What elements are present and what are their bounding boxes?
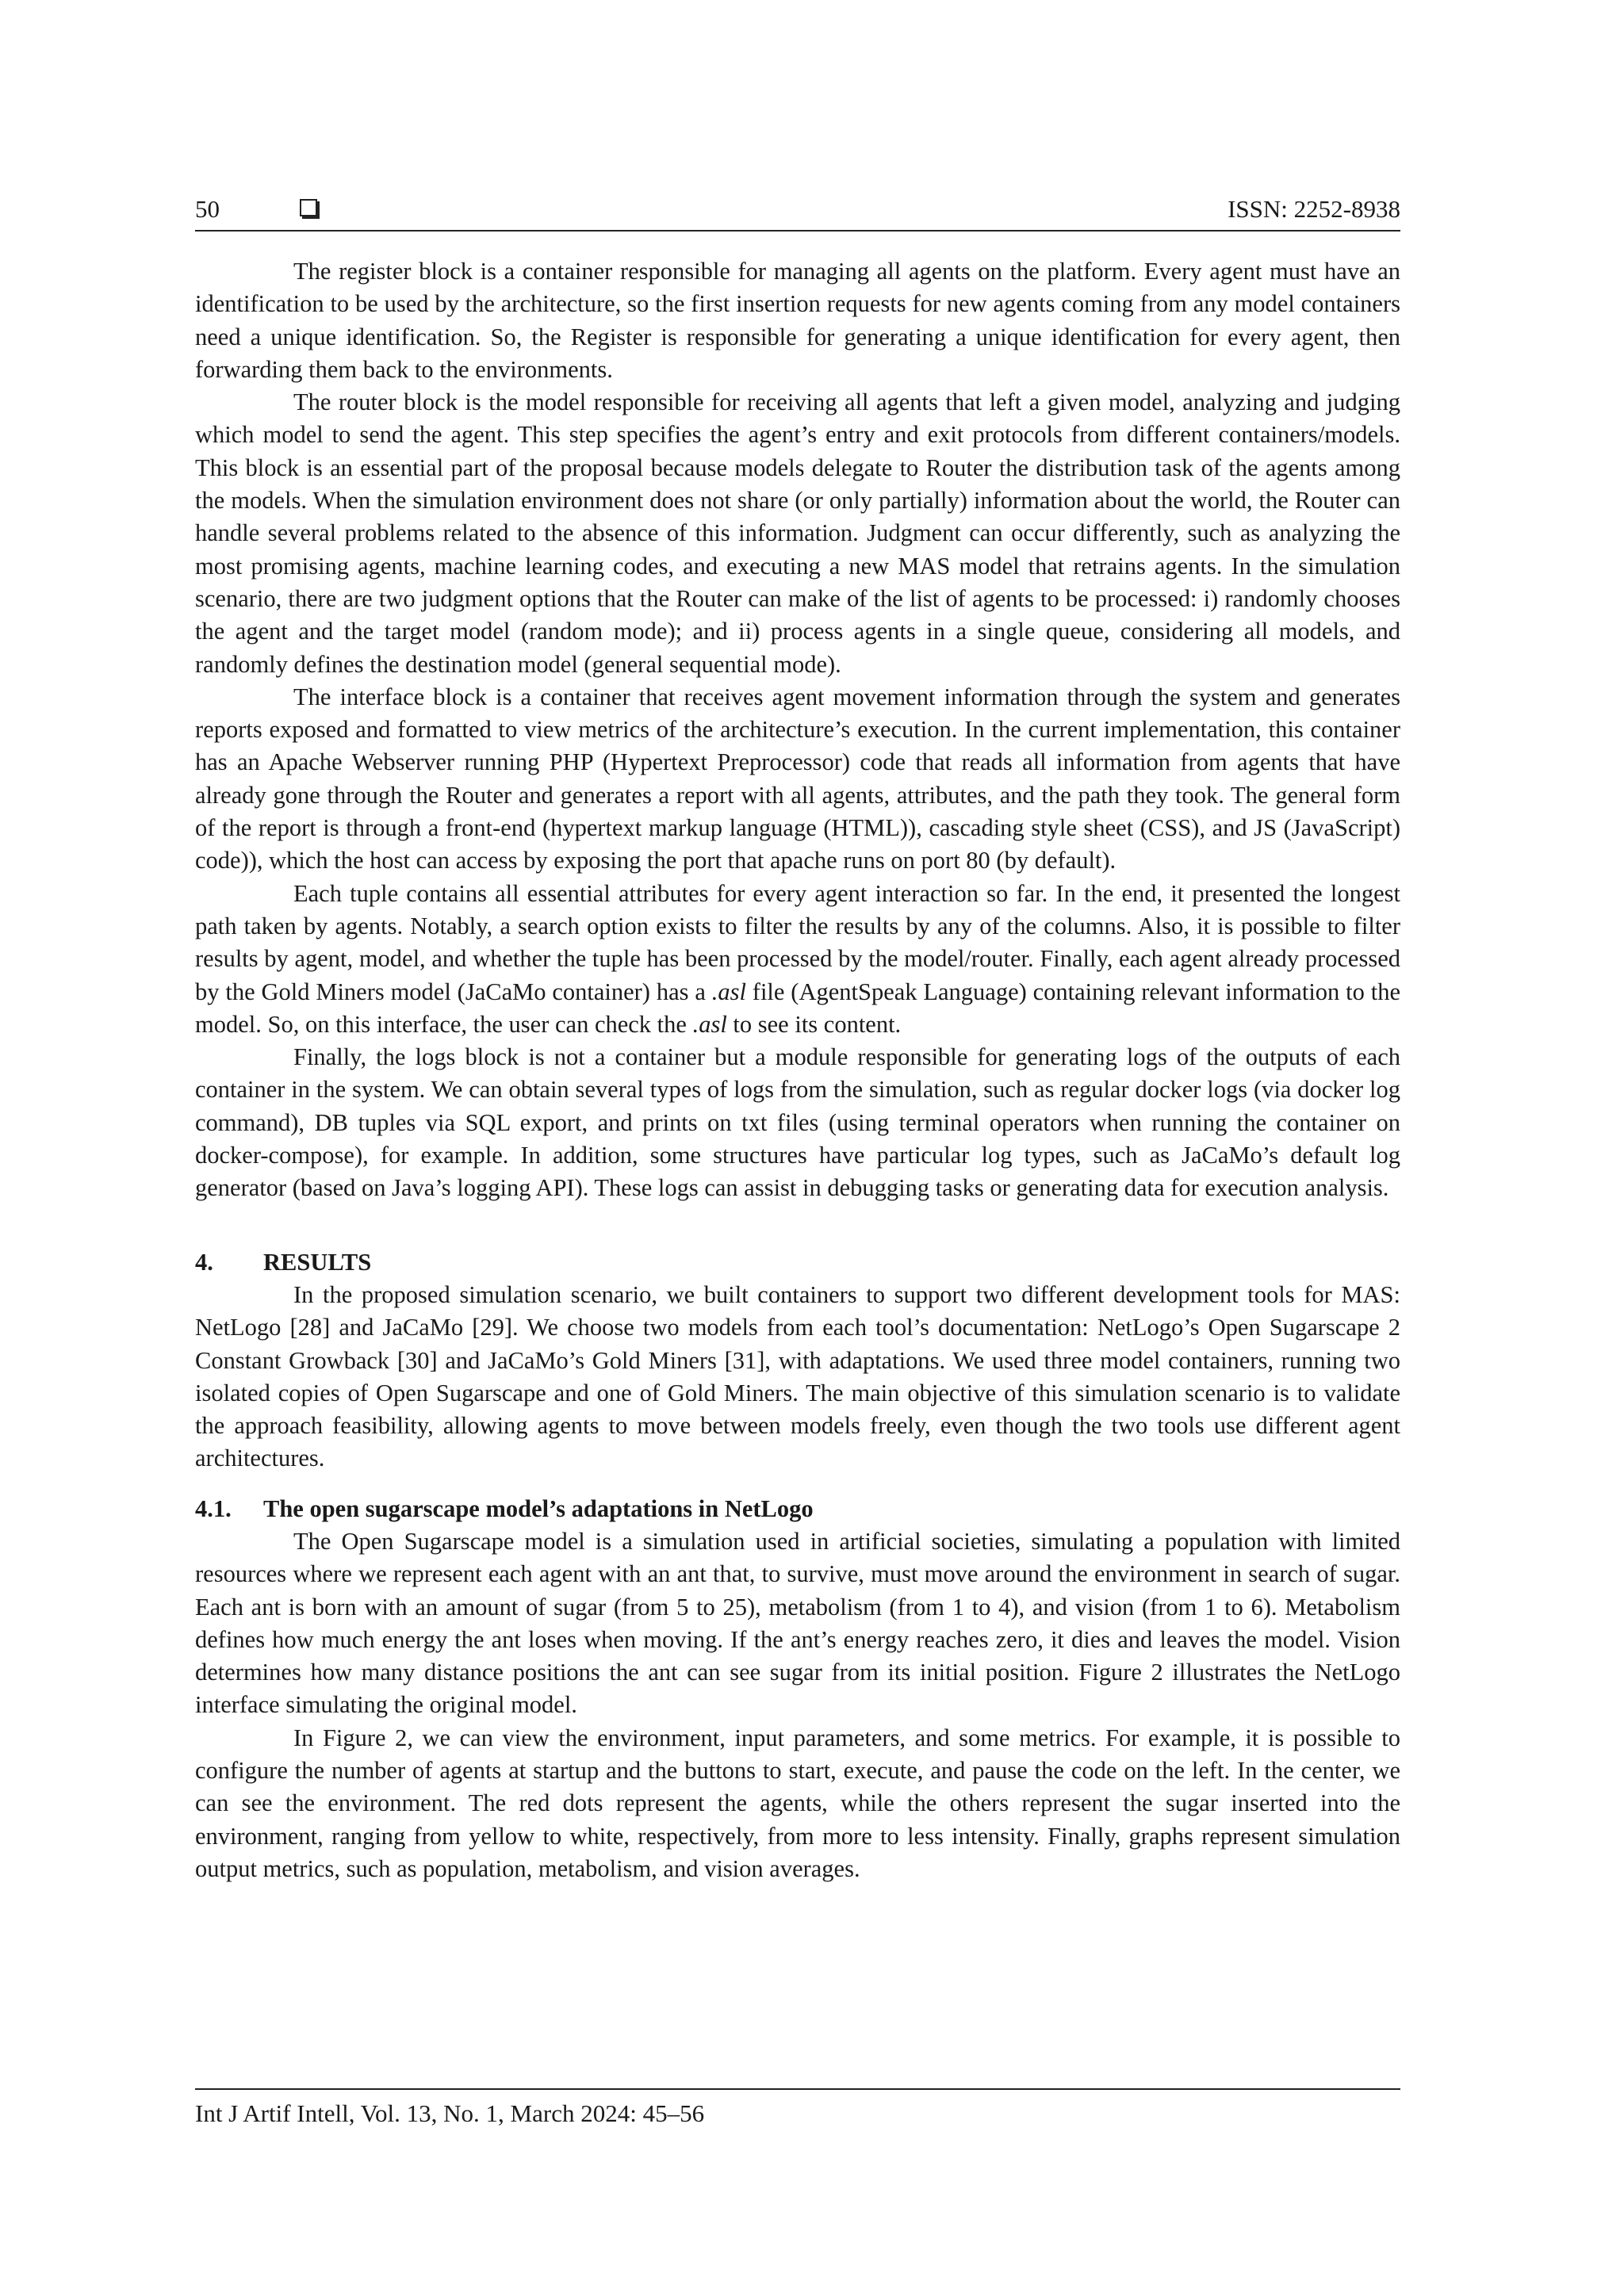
footer-citation: Int J Artif Intell, Vol. 13, No. 1, March 2024: 45–56 xyxy=(195,2099,705,2127)
paragraph-tuple: Each tuple contains all essential attributes for every agent interaction so far. In the end, it presented the longest path taken by agents. Notably, a search option exists to filter the results by any of the columns. Also, it is possible to filter results by agent, model, and whether the tuple has been processed by the model/router. Finally, each agent already processed by the Gold Miners model (JaCaMo container) has a .asl file (AgentSpeak Language) containing relevant information to the model. So, on this interface, the user can check the .asl to see its content. xyxy=(195,879,1400,1038)
asl-extension: .asl xyxy=(711,978,746,1005)
subsection-heading-sugarscape xyxy=(195,1493,1400,1525)
paragraph-register-block: The register block is a container responsible for managing all agents on the platform. Every agent must have an identification to be used by the architecture, so the first insertion requests for new agents coming from any model containers need a unique identification. So, the Register is responsible for generating a unique identification for every agent, then forwarding them back to the environments. xyxy=(195,258,1400,383)
page-number: 50 xyxy=(195,195,220,223)
square-box-icon xyxy=(300,199,317,216)
subsection-number: 4.1. xyxy=(195,1494,232,1522)
section-title: RESULTS xyxy=(263,1248,372,1276)
paper-page xyxy=(195,189,1400,1885)
paragraph-interface-block: The interface block is a container that receives agent movement information through the system and generates reports exposed and formatted to view metrics of the architecture’s execution. In the current implementation, this container has an Apache Webserver running PHP (Hypertext Preprocessor) code that reads all information from agents that have already gone through the Router and generates a report with all agents, attributes, and the path they took. The general form of the report is through a front-end (hypertext markup language (HTML)), cascading style sheet (CSS), and JS (JavaScript) code)), which the host can access by exposing the port that apache runs on port 80 (by default). xyxy=(195,683,1400,874)
paragraph-figure-2: In Figure 2, we can view the environment, input parameters, and some metrics. For example, it is possible to configure the number of agents at startup and the buttons to start, execute, and pause the code on the left. In the center, we can see the environment. The red dots represent the agents, while the others represent the sugar inserted into the environment, ranging from yellow to white, respectively, from more to less intensity. Finally, graphs represent simulation output metrics, such as population, metabolism, and vision averages. xyxy=(195,1724,1400,1882)
page-footer xyxy=(195,2088,1400,2130)
asl-extension: .asl xyxy=(692,1010,727,1038)
paragraph-results: In the proposed simulation scenario, we built containers to support two different development tools for MAS: NetLogo [28] and JaCaMo [29]. We choose two models from each tool’s documentation: NetLogo’s Open Sugarscape 2 Constant Growback [30] and JaCaMo’s Gold Miners [31], with adaptations. We used three model containers, running two isolated copies of Open Sugarscape and one of Gold Miners. The main objective of this simulation scenario is to validate the approach feasibility, allowing agents to move between models freely, even though the two tools use different agent architectures. xyxy=(195,1280,1400,1472)
issn-label: ISSN: 2252-8938 xyxy=(1228,195,1400,223)
paragraph-router-block: The router block is the model responsible for receiving all agents that left a given model, analyzing and judging which model to send the agent. This step specifies the agent’s entry and exit protocols from different containers/models. This block is an essential part of the proposal because models delegate to Router the distribution task of the agents among the models. When the simulation environment does not share (or only partially) information about the world, the Router can handle several problems related to the absence of this information. Judgment can occur differently, such as analyzing the most promising agents, machine learning codes, and executing a new MAS model that retrains agents. In the simulation scenario, there are two judgment options that the Router can make of the list of agents to be processed: i) randomly chooses the agent and the target model (random mode); and ii) process agents in a single queue, considering all models, and randomly defines the destination model (general sequential mode). xyxy=(195,388,1400,678)
section-heading-results xyxy=(195,1246,1400,1279)
paragraph-sugarscape-model: The Open Sugarscape model is a simulation used in artificial societies, simulating a population with limited resources where we represent each agent with an ant that, to survive, must move around the environment in search of sugar. Each ant is born with an amount of sugar (from 5 to 25), metabolism (from 1 to 4), and vision (from 1 to 6). Metabolism defines how much energy the ant loses when moving. If the ant’s energy reaches zero, it dies and leaves the model. Vision determines how many distance positions the ant can see sugar from its initial position. Figure 2 illustrates the NetLogo interface simulating the original model. xyxy=(195,1527,1400,1719)
page-header xyxy=(195,189,1400,232)
section-number: 4. xyxy=(195,1248,213,1276)
subsection-title: The open sugarscape model’s adaptations in NetLogo xyxy=(263,1494,814,1522)
paragraph-logs-block: Finally, the logs block is not a container but a module responsible for generating logs of the outputs of each container in the system. We can obtain several types of logs from the simulation, such as regular docker logs (via docker log command), DB tuples via SQL export, and prints on txt files (using terminal operators when running the container on docker-compose), for example. In addition, some structures have particular log types, such as JaCaMo’s default log generator (based on Java’s logging API). These logs can assist in debugging tasks or generating data for execution analysis. xyxy=(195,1043,1400,1202)
body-text xyxy=(195,255,1400,1885)
